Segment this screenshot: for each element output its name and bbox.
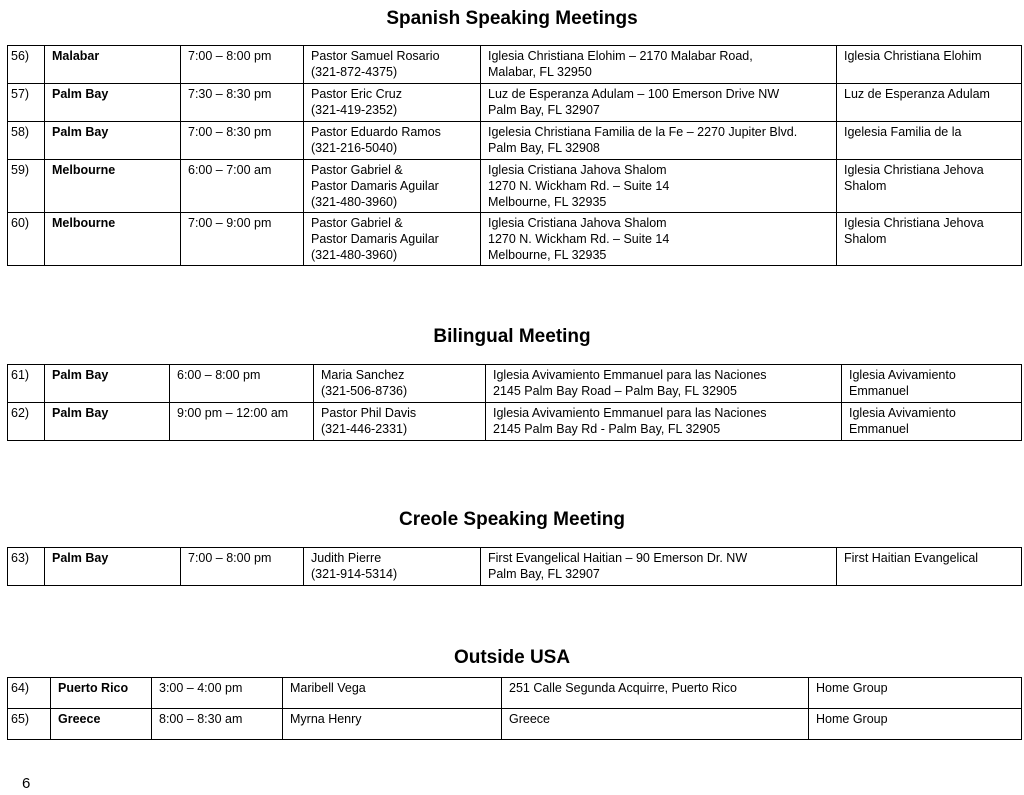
meeting-city: Palm Bay (45, 548, 181, 586)
meeting-contact-line: Pastor Phil Davis (321, 406, 417, 420)
meeting-contact-line: Pastor Eric Cruz (311, 87, 402, 101)
meeting-group-line: First Haitian Evangelical (844, 551, 979, 565)
meeting-time: 6:00 – 7:00 am (181, 160, 304, 213)
meeting-city: Melbourne (45, 160, 181, 213)
meeting-address (481, 160, 837, 213)
meeting-group (809, 678, 1022, 709)
meeting-group-line: Iglesia Avivamiento (849, 368, 956, 382)
meeting-contact-line: Maria Sanchez (321, 368, 405, 382)
meeting-address-line: Iglesia Cristiana Jahova Shalom (488, 216, 667, 230)
section-title-spanish: Spanish Speaking Meetings (386, 8, 638, 29)
meeting-address (481, 548, 837, 586)
meeting-contact-line: (321-446-2331) (321, 422, 408, 436)
meeting-time: 7:00 – 8:00 pm (181, 46, 304, 84)
meeting-city: Melbourne (45, 213, 181, 266)
meeting-city: Malabar (45, 46, 181, 84)
meeting-address-line: Luz de Esperanza Adulam – 100 Emerson Drive NW (488, 87, 780, 101)
meeting-group-line: Emmanuel (849, 384, 909, 398)
table-row (8, 709, 1022, 740)
meeting-time: 7:00 – 8:00 pm (181, 548, 304, 586)
meeting-contact (304, 213, 481, 266)
meeting-address-line: Palm Bay, FL 32907 (488, 103, 600, 117)
meeting-contact (314, 365, 486, 403)
meeting-group (842, 365, 1022, 403)
table-row (8, 122, 1022, 160)
meeting-contact-line: Pastor Gabriel & (311, 163, 403, 177)
meeting-address-line: Palm Bay, FL 32907 (488, 567, 600, 581)
table-row (8, 365, 1022, 403)
meeting-contact-line: Pastor Eduardo Ramos (311, 125, 441, 139)
meeting-contact-line: (321-506-8736) (321, 384, 408, 398)
meeting-address-line: 251 Calle Segunda Acquirre, Puerto Rico (509, 681, 737, 695)
meeting-group (837, 84, 1022, 122)
meeting-address (486, 403, 842, 441)
meeting-contact-line: (321-480-3960) (311, 195, 398, 209)
bilingual-meetings-table (7, 364, 1022, 441)
meeting-number: 58) (8, 122, 45, 160)
meeting-address-line: Igelesia Christiana Familia de la Fe – 2270 Jupiter Blvd. (488, 125, 798, 139)
meeting-address-line: Melbourne, FL 32935 (488, 248, 607, 262)
meeting-address-line: 1270 N. Wickham Rd. – Suite 14 (488, 232, 670, 246)
meeting-address-line: Palm Bay, FL 32908 (488, 141, 600, 155)
table-row (8, 84, 1022, 122)
meeting-group (837, 46, 1022, 84)
table-row (8, 46, 1022, 84)
meeting-address (481, 46, 837, 84)
meeting-group-line: Shalom (844, 179, 887, 193)
meeting-number: 59) (8, 160, 45, 213)
meeting-address (481, 122, 837, 160)
meeting-number: 57) (8, 84, 45, 122)
meeting-contact-line: (321-872-4375) (311, 65, 398, 79)
meeting-contact (283, 709, 502, 740)
meeting-contact-line: Maribell Vega (290, 681, 366, 695)
meeting-group-line: Iglesia Christiana Jehova (844, 216, 984, 230)
meeting-contact-line: Pastor Samuel Rosario (311, 49, 440, 63)
meeting-contact-line: (321-216-5040) (311, 141, 398, 155)
meeting-contact-line: Pastor Damaris Aguilar (311, 232, 439, 246)
meeting-city: Palm Bay (45, 84, 181, 122)
section-title-creole: Creole Speaking Meeting (399, 509, 625, 530)
meeting-city: Greece (51, 709, 152, 740)
meeting-address (481, 84, 837, 122)
meeting-address-line: Iglesia Christiana Elohim – 2170 Malabar Road, (488, 49, 753, 63)
meeting-group-line: Shalom (844, 232, 887, 246)
meeting-time: 3:00 – 4:00 pm (152, 678, 283, 709)
meeting-number: 61) (8, 365, 45, 403)
page-number: 6 (22, 775, 31, 792)
meeting-number: 63) (8, 548, 45, 586)
meeting-contact (314, 403, 486, 441)
table-row (8, 678, 1022, 709)
meeting-time: 7:00 – 8:30 pm (181, 122, 304, 160)
meeting-contact-line: (321-914-5314) (311, 567, 398, 581)
meeting-group-line: Emmanuel (849, 422, 909, 436)
meeting-address-line: 1270 N. Wickham Rd. – Suite 14 (488, 179, 670, 193)
spanish-meetings-table (7, 45, 1022, 266)
meeting-number: 64) (8, 678, 51, 709)
creole-meetings-table (7, 547, 1022, 586)
meeting-contact (304, 548, 481, 586)
meeting-address (486, 365, 842, 403)
section-title-outside-usa: Outside USA (453, 647, 571, 668)
meeting-group-line: Home Group (816, 712, 888, 726)
meeting-address-line: 2145 Palm Bay Road – Palm Bay, FL 32905 (493, 384, 737, 398)
meeting-number: 56) (8, 46, 45, 84)
table-row (8, 403, 1022, 441)
meeting-group-line: Iglesia Christiana Elohim (844, 49, 982, 63)
meeting-contact (283, 678, 502, 709)
meeting-address (481, 213, 837, 266)
table-row (8, 160, 1022, 213)
meeting-group-line: Iglesia Christiana Jehova (844, 163, 984, 177)
meeting-address-line: Greece (509, 712, 550, 726)
meeting-address-line: Iglesia Avivamiento Emmanuel para las Naciones (493, 406, 767, 420)
meeting-group (837, 213, 1022, 266)
outside-usa-meetings-table (7, 677, 1022, 740)
table-row (8, 548, 1022, 586)
meeting-address-line: First Evangelical Haitian – 90 Emerson Dr. NW (488, 551, 748, 565)
meeting-group-line: Igelesia Familia de la (844, 125, 962, 139)
meeting-group (837, 548, 1022, 586)
meeting-address (502, 709, 809, 740)
meeting-group (842, 403, 1022, 441)
meeting-address-line: Iglesia Cristiana Jahova Shalom (488, 163, 667, 177)
meeting-city: Palm Bay (45, 122, 181, 160)
meeting-contact (304, 84, 481, 122)
meeting-address (502, 678, 809, 709)
meeting-contact-line: Myrna Henry (290, 712, 362, 726)
meeting-number: 60) (8, 213, 45, 266)
meeting-group-line: Home Group (816, 681, 888, 695)
meeting-contact (304, 122, 481, 160)
meeting-contact-line: (321-419-2352) (311, 103, 398, 117)
meeting-time: 6:00 – 8:00 pm (170, 365, 314, 403)
meeting-time: 8:00 – 8:30 am (152, 709, 283, 740)
meeting-contact (304, 46, 481, 84)
meeting-group-line: Luz de Esperanza Adulam (844, 87, 990, 101)
meeting-number: 62) (8, 403, 45, 441)
meeting-number: 65) (8, 709, 51, 740)
meeting-city: Puerto Rico (51, 678, 152, 709)
table-row (8, 213, 1022, 266)
meeting-city: Palm Bay (45, 365, 170, 403)
meeting-address-line: 2145 Palm Bay Rd - Palm Bay, FL 32905 (493, 422, 721, 436)
meeting-address-line: Malabar, FL 32950 (488, 65, 592, 79)
meeting-time: 7:30 – 8:30 pm (181, 84, 304, 122)
meeting-contact-line: Pastor Gabriel & (311, 216, 403, 230)
meeting-address-line: Iglesia Avivamiento Emmanuel para las Naciones (493, 368, 767, 382)
meeting-time: 9:00 pm – 12:00 am (170, 403, 314, 441)
meeting-group (809, 709, 1022, 740)
meeting-contact-line: (321-480-3960) (311, 248, 398, 262)
meeting-group (837, 160, 1022, 213)
meeting-contact-line: Judith Pierre (311, 551, 382, 565)
meeting-city: Palm Bay (45, 403, 170, 441)
meeting-group-line: Iglesia Avivamiento (849, 406, 956, 420)
meeting-contact-line: Pastor Damaris Aguilar (311, 179, 439, 193)
section-title-bilingual: Bilingual Meeting (433, 326, 591, 347)
meeting-contact (304, 160, 481, 213)
meeting-time: 7:00 – 9:00 pm (181, 213, 304, 266)
meeting-address-line: Melbourne, FL 32935 (488, 195, 607, 209)
meeting-group (837, 122, 1022, 160)
